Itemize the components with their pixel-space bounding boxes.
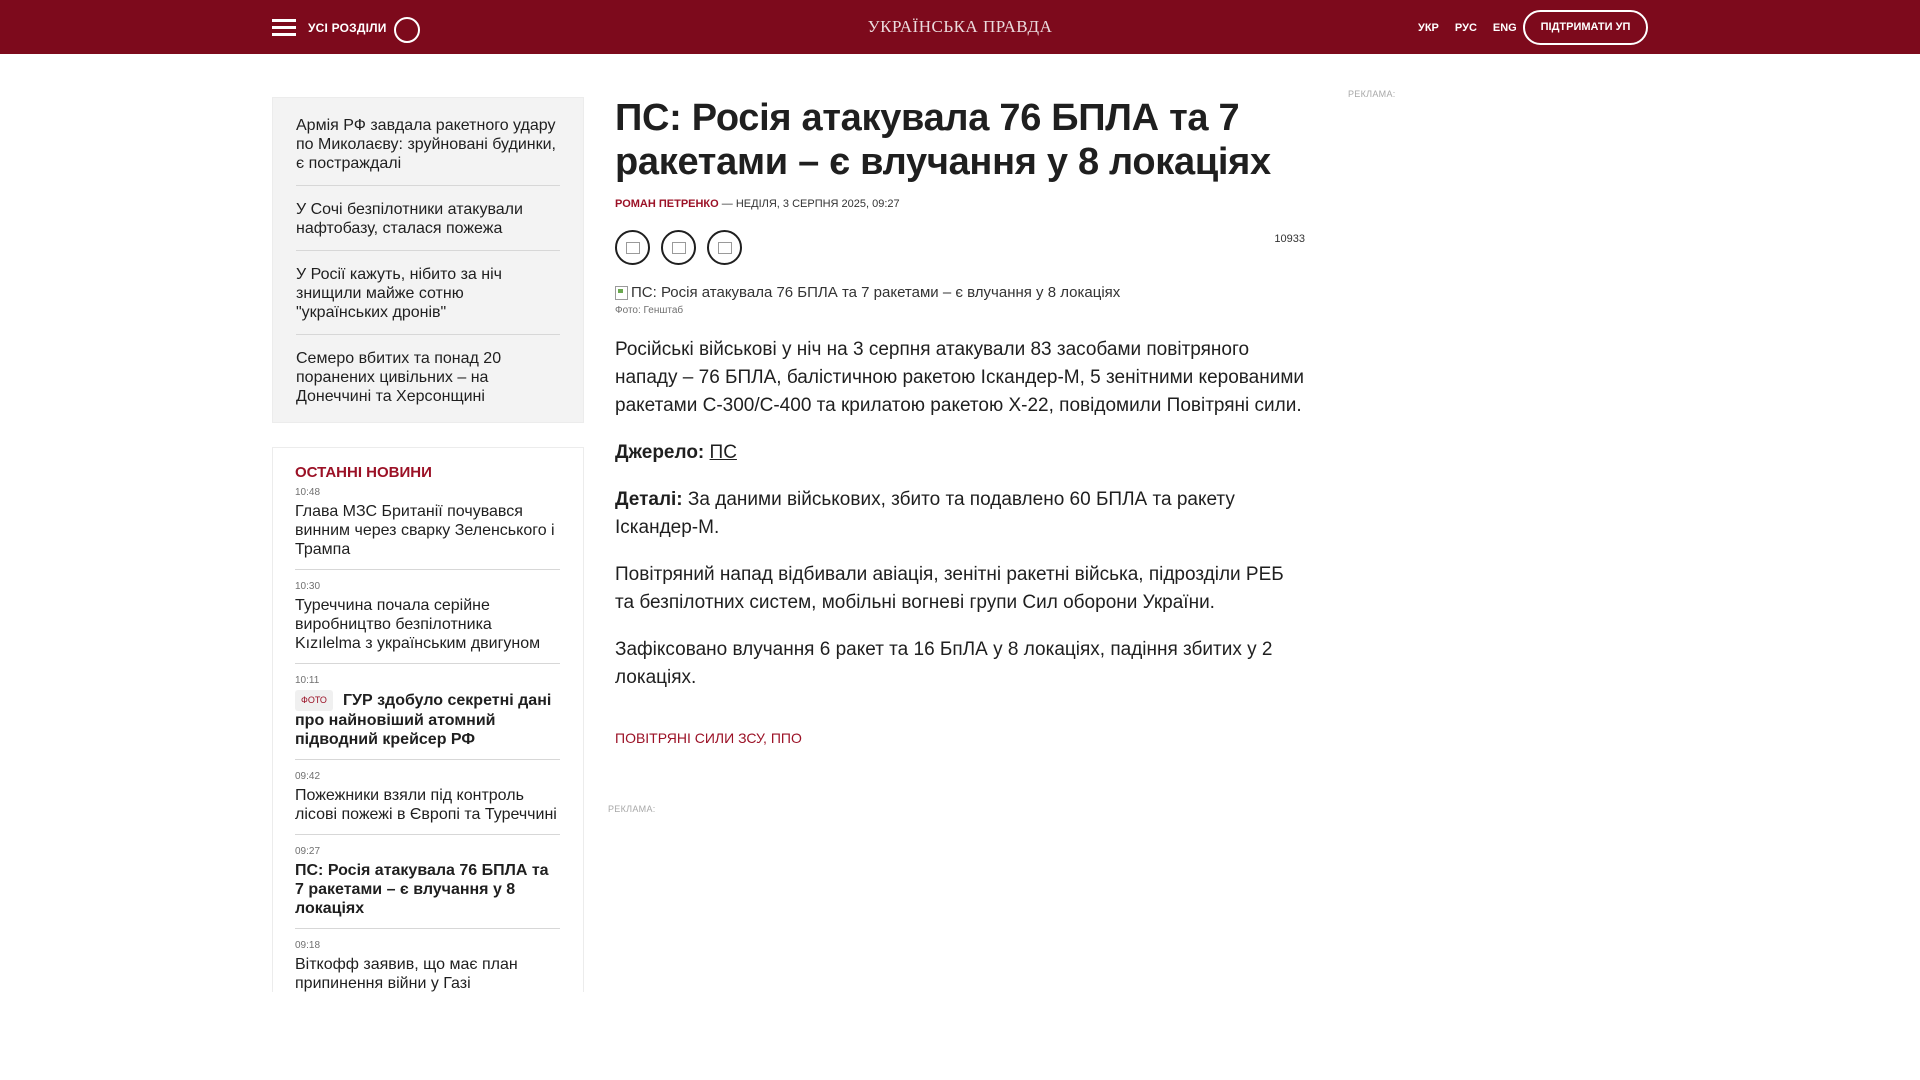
news-headline: Глава МЗС Британії почувався винним через сварку Зеленського і Трампа	[295, 503, 555, 558]
article-title: ПС: Росія атакувала 76 БПЛА та 7 ракетами – є влучання у 8 локаціях	[615, 97, 1271, 183]
article-photo	[615, 284, 1305, 301]
details-label: Деталі:	[615, 489, 683, 510]
article	[615, 96, 1305, 746]
news-time: 10:11	[295, 675, 320, 686]
share-bar	[615, 230, 1305, 266]
article-byline	[615, 198, 1305, 210]
news-headline-text: ГУР здобуло секретні дані про найновіший атомний підводний крейсер РФ	[295, 692, 552, 748]
news-time: 09:27	[295, 846, 321, 857]
top-navigation-bar	[0, 0, 1920, 54]
photo-badge: ФОТО	[295, 690, 333, 711]
article-details	[615, 486, 1305, 542]
article-body	[615, 336, 1305, 692]
menu-icon[interactable]	[272, 19, 296, 36]
news-time: 10:30	[295, 581, 321, 592]
search-icon[interactable]	[394, 17, 420, 43]
news-item[interactable]	[295, 846, 560, 929]
latest-news-box	[272, 447, 584, 992]
related-item[interactable]: Армія РФ завдала ракетного удару по Миколаєву: зруйновані будинки, є постраждалі	[296, 114, 560, 186]
source-link[interactable]: ПС	[709, 442, 737, 463]
news-time: 09:18	[295, 940, 321, 951]
ad-label-right: РЕКЛАМА:	[1348, 89, 1396, 99]
lang-eng[interactable]: ENG	[1492, 22, 1517, 34]
news-time: 09:42	[295, 771, 321, 782]
share-facebook-icon[interactable]	[615, 230, 650, 265]
article-paragraph: Повітряний напад відбивали авіація, зенітні ракетні війська, підрозділи РЕБ та безпілотних систем, мобільні вогневі групи Сил оборони України.	[615, 564, 1284, 613]
site-logo-text[interactable]: УКРАЇНСЬКА ПРАВДА	[867, 17, 1053, 36]
related-item[interactable]: У Сочі безпілотники атакували нафтобазу, сталася пожежа	[296, 198, 560, 251]
photo-caption: Фото: Генштаб	[615, 305, 684, 316]
news-headline: Туреччина почала серійне виробництво безпілотника Kızılelma з українським двигуном	[295, 597, 541, 652]
all-sections-link[interactable]: УСІ РОЗДІЛИ	[308, 21, 387, 35]
news-time: 10:48	[295, 487, 321, 498]
news-headline: Віткофф заявив, що має план припинення війни у Газі	[295, 956, 518, 992]
share-twitter-icon[interactable]	[661, 230, 696, 265]
lang-rus[interactable]: РУС	[1454, 22, 1477, 34]
broken-image-icon	[626, 242, 640, 254]
broken-image-icon	[672, 242, 686, 254]
latest-news-title[interactable]: ОСТАННІ НОВИНИ	[295, 464, 432, 481]
article-tags	[615, 730, 1305, 746]
news-item[interactable]	[295, 581, 560, 664]
news-item[interactable]	[295, 771, 560, 835]
news-headline: ПС: Росія атакувала 76 БПЛА та 7 ракетами – є влучання у 8 локаціях	[295, 862, 549, 917]
article-paragraph: Зафіксовано влучання 6 ракет та 16 БпЛА у 8 локаціях, падіння збитих у 2 локаціях.	[615, 639, 1273, 688]
news-item[interactable]	[295, 675, 560, 760]
view-count: 10933	[1274, 233, 1305, 245]
support-button[interactable]: ПІДТРИМАТИ УП	[1523, 10, 1648, 45]
related-item[interactable]: Семеро вбитих та понад 20 поранених цивільних – на Донеччині та Херсонщині	[296, 350, 502, 405]
language-switcher	[1418, 22, 1517, 34]
article-source	[615, 439, 1305, 467]
article-paragraph: Російські військові у ніч на 3 серпня атакували 83 засобами повітряного нападу – 76 БПЛА, балістичною ракетою Іскандер-М, 5 зенітними керованими ракетами С-300/С-400 та крилатою ракетою Х-22, повідомили Повітряні сили.	[615, 339, 1305, 416]
news-item[interactable]	[295, 940, 560, 992]
article-photo-alt: ПС: Росія атакувала 76 БПЛА та 7 ракетами – є влучання у 8 локаціях	[631, 284, 1121, 301]
author-link[interactable]: РОМАН ПЕТРЕНКО	[615, 198, 719, 210]
share-telegram-icon[interactable]	[707, 230, 742, 265]
broken-image-icon	[615, 286, 628, 300]
news-headline: Пожежники взяли під контроль лісові пожежі в Європі та Туреччині	[295, 787, 557, 823]
article-date: — НЕДІЛЯ, 3 СЕРПНЯ 2025, 09:27	[721, 198, 900, 210]
tag-links[interactable]: ПОВІТРЯНІ СИЛИ ЗСУ, ППО	[615, 730, 802, 746]
news-headline	[295, 690, 560, 749]
related-item[interactable]: У Росії кажуть, нібито за ніч знищили майже сотню "українських дронів"	[296, 263, 560, 335]
broken-image-icon	[718, 242, 732, 254]
source-label: Джерело:	[615, 442, 705, 463]
news-item[interactable]	[295, 487, 560, 570]
related-news-box	[272, 97, 584, 423]
lang-ukr[interactable]: УКР	[1418, 22, 1439, 34]
ad-label-bottom: РЕКЛАМА:	[608, 804, 656, 814]
details-text: За даними військових, збито та подавлено 60 БПЛА та ракету Іскандер-М.	[615, 489, 1235, 538]
